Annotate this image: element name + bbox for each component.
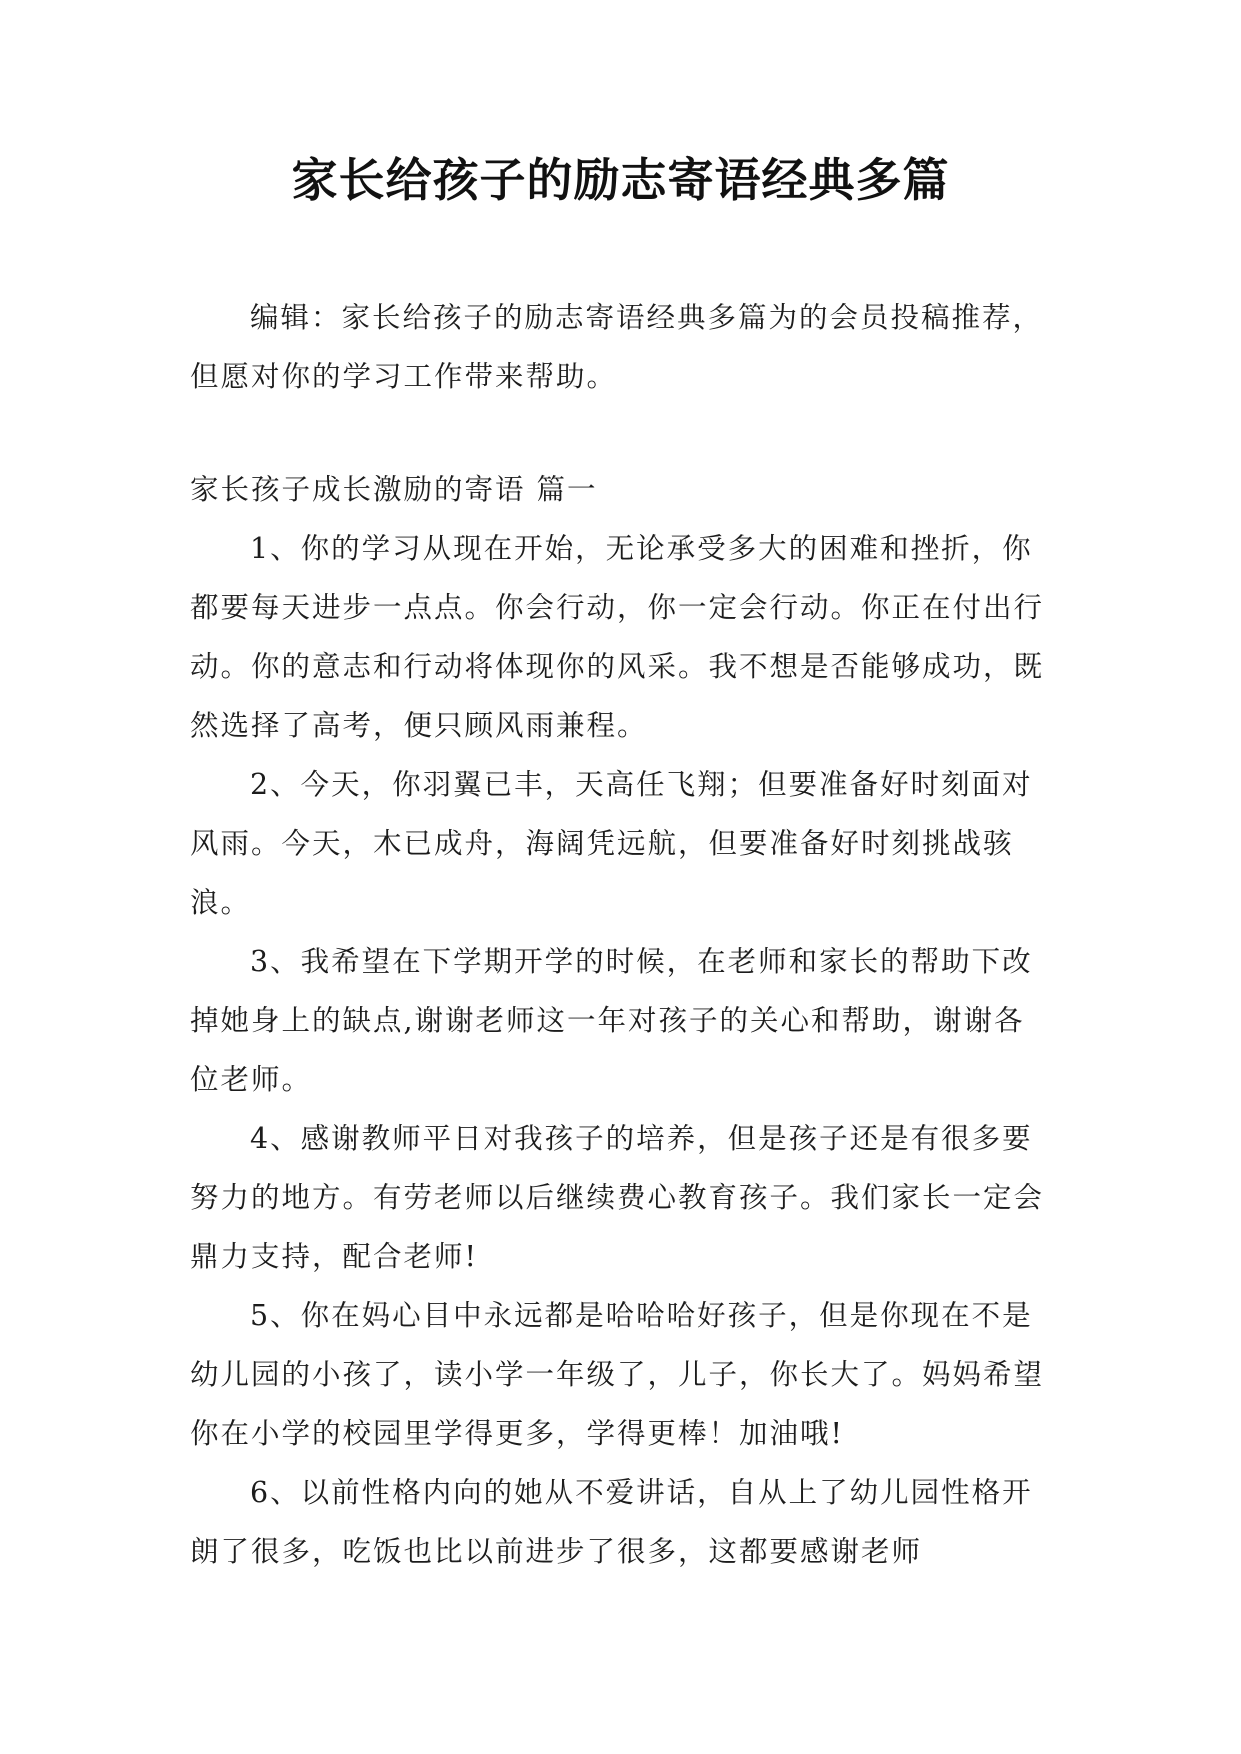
document-title: 家长给孩子的励志寄语经典多篇 [291,153,950,207]
intro-paragraph: 编辑：家长给孩子的励志寄语经典多篇为的会员投稿推荐，但愿对你的学习工作带来帮助。 [190,301,1044,393]
paragraph-1: 1、你的学习从现在开始，无论承受多大的困难和挫折，你都要每天进步一点点。你会行动，你一定会行动。你正在付出行动。你的意志和行动将体现你的风采。我不想是否能够成功，既然选择了高考，便只顾风雨兼程。 [190,532,1045,742]
intro-block [190,288,1050,406]
paragraph-6: 6、以前性格内向的她从不爱讲话，自从上了幼儿园性格开朗了很多，吃饭也比以前进步了很多，这都要感谢老师 [190,1476,1033,1568]
paragraph-5: 5、你在妈心目中永远都是哈哈哈好孩子，但是你现在不是幼儿园的小孩了，读小学一年级了，儿子，你长大了。妈妈希望你在小学的校园里学得更多，学得更棒！加油哦! [190,1299,1045,1450]
paragraph-4: 4、感谢教师平日对我孩子的培养，但是孩子还是有很多要努力的地方。有劳老师以后继续费心教育孩子。我们家长一定会鼎力支持，配合老师! [190,1122,1045,1273]
section-heading: 家长孩子成长激励的寄语 篇一 [190,473,598,506]
paragraph-2: 2、今天，你羽翼已丰，天高任飞翔；但要准备好时刻面对风雨。今天，木已成舟，海阔凭远航，但要准备好时刻挑战骇浪。 [190,768,1033,919]
paragraph-3: 3、我希望在下学期开学的时候，在老师和家长的帮助下改掉她身上的缺点,谢谢老师这一年对孩子的关心和帮助，谢谢各位老师。 [190,945,1033,1096]
main-content [190,460,1050,1581]
